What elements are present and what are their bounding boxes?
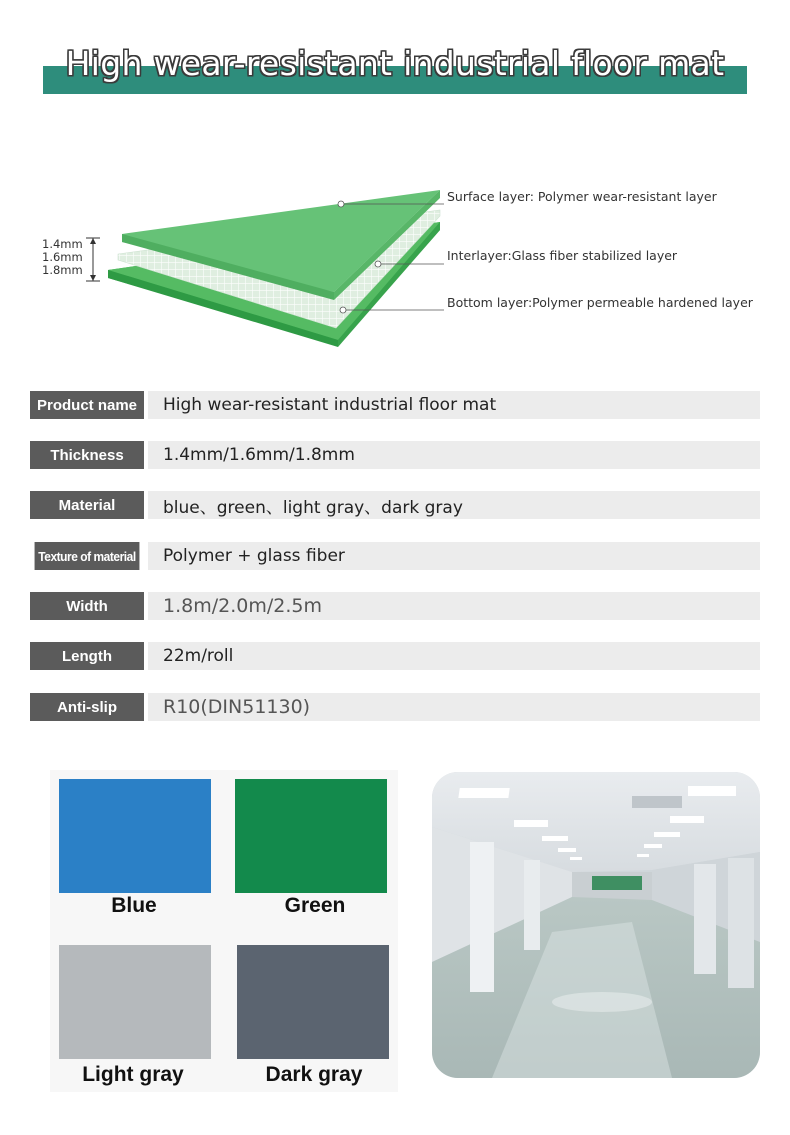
- spec-label: Thickness: [30, 441, 144, 469]
- thickness-option: 1.4mm: [42, 237, 83, 251]
- spec-value: 1.8m/2.0m/2.5m: [148, 592, 760, 620]
- spec-value: 22m/roll: [148, 642, 760, 670]
- spec-value: R10(DIN51130): [148, 693, 760, 721]
- workshop-floor-photo: [432, 772, 760, 1078]
- spec-value: 1.4mm/1.6mm/1.8mm: [148, 441, 760, 469]
- thickness-bracket: [86, 238, 100, 281]
- swatch-light-gray: [59, 945, 211, 1059]
- spec-value: blue、green、light gray、dark gray: [148, 491, 760, 519]
- spec-row-thickness: [30, 441, 760, 469]
- swatch-label: Dark gray: [265, 1063, 363, 1086]
- surface-marker: [338, 201, 344, 207]
- spec-value: Polymer + glass fiber: [148, 542, 760, 570]
- swatch-label: Green: [284, 894, 346, 917]
- spec-label: Texture of material: [35, 542, 140, 570]
- bottom-marker: [340, 307, 346, 313]
- thickness-option: 1.8mm: [42, 263, 83, 277]
- swatch-label: Blue: [111, 894, 157, 917]
- spec-row-texture: [30, 542, 760, 570]
- spec-row-product-name: [30, 391, 760, 419]
- interlayer-marker: [375, 261, 381, 267]
- spec-label: Width: [30, 592, 144, 620]
- swatch-label: Light gray: [82, 1063, 184, 1086]
- spec-value: High wear-resistant industrial floor mat: [148, 391, 760, 419]
- thickness-option: 1.6mm: [42, 250, 83, 264]
- page-title: High wear-resistant industrial floor mat: [65, 44, 725, 83]
- surface-layer-label: Surface layer: Polymer wear-resistant layer: [447, 189, 717, 204]
- spec-row-material: [30, 491, 760, 519]
- spec-label: Material: [30, 491, 144, 519]
- spec-label: Anti-slip: [30, 693, 144, 721]
- swatch-green: [235, 779, 387, 893]
- color-swatch-panel: [50, 770, 398, 1092]
- interlayer-label: Interlayer:Glass fiber stabilized layer: [447, 248, 678, 263]
- swatch-dark-gray: [237, 945, 389, 1059]
- spec-row-length: [30, 642, 760, 670]
- spec-row-width: [30, 592, 760, 620]
- bottom-layer-label: Bottom layer:Polymer permeable hardened layer: [447, 295, 753, 310]
- spec-label: Length: [30, 642, 144, 670]
- swatch-blue: [59, 779, 211, 893]
- spec-row-anti-slip: [30, 693, 760, 721]
- layer-diagram: [0, 150, 790, 370]
- spec-label: Product name: [30, 391, 144, 419]
